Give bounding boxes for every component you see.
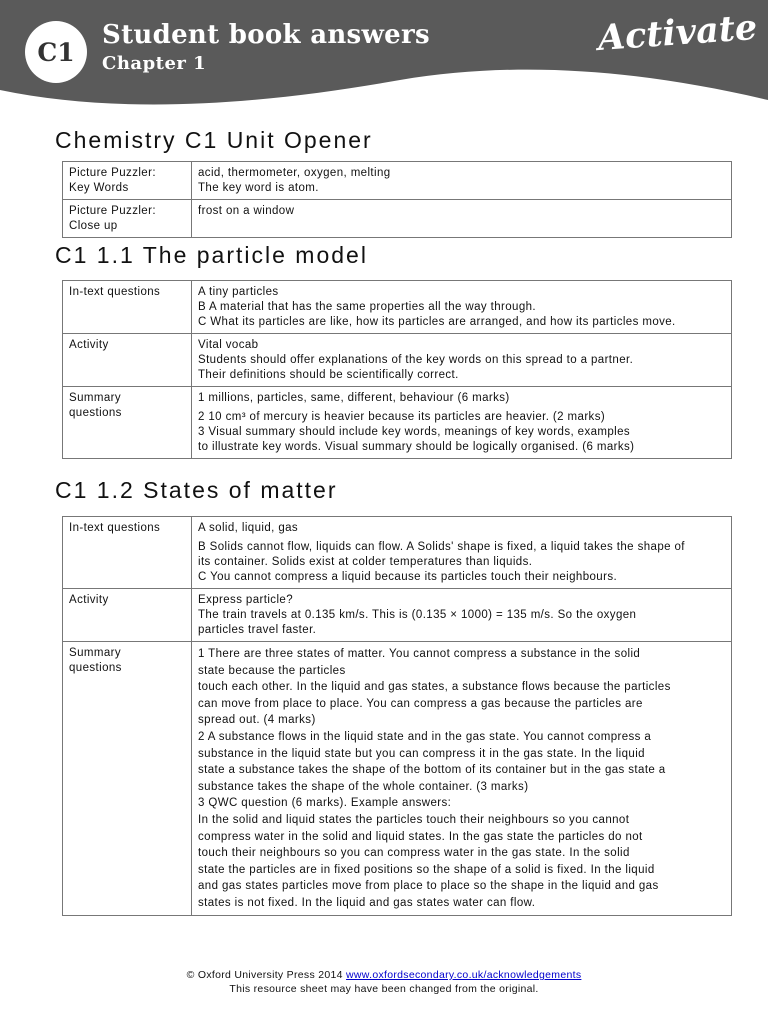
answer-line: substance in the liquid state but you can compress it in the gas state. In the liquid	[198, 747, 645, 760]
label-line: questions	[69, 407, 122, 419]
label-line: Key Words	[69, 182, 129, 194]
answer-line: state a substance takes the shape of the bottom of its container but in the gas state a	[198, 764, 666, 777]
answer-line: B A material that has the same properties all the way through.	[198, 301, 537, 313]
answer-line: 3 Visual summary should include key words, meanings of key words, examples	[198, 426, 631, 438]
row-answer	[192, 517, 732, 589]
answer-line: Their definitions should be scientifically correct.	[198, 369, 459, 381]
footer-copyright-line	[0, 969, 768, 981]
answer-line: 1 millions, particles, same, different, behaviour (6 marks)	[198, 392, 510, 404]
answer-line: B Solids cannot flow, liquids can flow. A Solids' shape is fixed, a liquid takes the shape of	[198, 541, 685, 553]
row-answer	[192, 589, 732, 642]
row-label	[63, 589, 192, 642]
answer-line: Vital vocab	[198, 339, 259, 351]
row-label	[63, 200, 192, 238]
row-answer	[192, 200, 732, 238]
answer-line: state because the particles	[198, 664, 346, 677]
answer-line: to illustrate key words. Visual summary should be logically organised. (6 marks)	[198, 441, 635, 453]
answer-line: 2 10 cm³ of mercury is heavier because its particles are heavier. (2 marks)	[198, 411, 606, 423]
acknowledgements-link[interactable]: www.oxfordsecondary.co.uk/acknowledgements	[346, 969, 582, 981]
answer-line: state the particles are in fixed positions so the shape of a solid is fixed. In the liquid	[198, 863, 655, 876]
answer-line: acid, thermometer, oxygen, melting	[198, 167, 391, 179]
row-label	[63, 281, 192, 334]
row-answer	[192, 281, 732, 334]
answer-line: A tiny particles	[198, 286, 279, 298]
row-answer	[192, 334, 732, 387]
copyright-text: © Oxford University Press 2014	[186, 969, 343, 981]
table-row	[63, 387, 732, 459]
answers-table-unit-opener	[62, 161, 732, 238]
table-row	[63, 200, 732, 238]
label-line: In-text questions	[69, 522, 161, 534]
label-line: Activity	[69, 339, 109, 351]
label-line: In-text questions	[69, 286, 161, 298]
answer-line: particles travel faster.	[198, 624, 317, 636]
row-label	[63, 162, 192, 200]
label-line: Summary	[69, 647, 122, 659]
answer-line: frost on a window	[198, 205, 295, 217]
table-row	[63, 281, 732, 334]
section-title-particle-model: C1 1.1 The particle model	[55, 242, 368, 268]
answer-line: states is not fixed. In the liquid and gas states water can flow.	[198, 896, 536, 909]
answer-line: Express particle?	[198, 594, 294, 606]
table-row	[63, 642, 732, 916]
row-answer	[192, 387, 732, 459]
row-label	[63, 334, 192, 387]
row-label	[63, 642, 192, 916]
header-subtitle: Chapter 1	[102, 53, 207, 74]
table-row	[63, 589, 732, 642]
table-row	[63, 162, 732, 200]
answer-line: In the solid and liquid states the particles touch their neighbours so you cannot	[198, 813, 630, 826]
answer-line: The train travels at 0.135 km/s. This is (0.135 × 1000) = 135 m/s. So the oxygen	[198, 609, 637, 621]
answer-line: 2 A substance flows in the liquid state and in the gas state. You cannot compress a	[198, 730, 652, 743]
label-line: Close up	[69, 220, 118, 232]
brand-logo: Activate	[596, 6, 759, 59]
row-answer	[192, 162, 732, 200]
answers-table-states-of-matter	[62, 516, 732, 916]
label-line: Summary	[69, 392, 122, 404]
row-label	[63, 517, 192, 589]
chapter-badge: C1	[25, 21, 87, 83]
answer-line: The key word is atom.	[198, 182, 319, 194]
answer-line: compress water in the solid and liquid states. In the gas state the particles do not	[198, 830, 643, 843]
row-label	[63, 387, 192, 459]
label-line: questions	[69, 662, 122, 674]
answer-line: Students should offer explanations of the key words on this spread to a partner.	[198, 354, 634, 366]
answer-line: 1 There are three states of matter. You cannot compress a substance in the solid	[198, 648, 641, 660]
label-line: Activity	[69, 594, 109, 606]
table-row	[63, 517, 732, 589]
table-row	[63, 334, 732, 387]
answer-line: A solid, liquid, gas	[198, 522, 299, 534]
section-title-unit-opener: Chemistry C1 Unit Opener	[55, 127, 373, 153]
answers-table-particle-model	[62, 280, 732, 459]
page-header	[0, 0, 768, 120]
answer-line: 3 QWC question (6 marks). Example answers:	[198, 797, 452, 810]
answer-line: C What its particles are like, how its particles are arranged, and how its particles move.	[198, 316, 676, 328]
label-line: Picture Puzzler:	[69, 205, 156, 217]
answer-line: C You cannot compress a liquid because its particles touch their neighbours.	[198, 571, 618, 583]
row-answer	[192, 642, 732, 916]
section-title-states-of-matter: C1 1.2 States of matter	[55, 477, 338, 503]
answer-line: and gas states particles move from place to place so the shape in the liquid and gas	[198, 880, 659, 893]
header-title: Student book answers	[102, 20, 430, 50]
answer-line: touch their neighbours so you can compress water in the gas state. In the solid	[198, 847, 630, 860]
answer-line: substance takes the shape of the whole container. (3 marks)	[198, 780, 529, 793]
answer-line: spread out. (4 marks)	[198, 714, 316, 727]
label-line: Picture Puzzler:	[69, 167, 156, 179]
answer-line: touch each other. In the liquid and gas states, a substance flows because the particles	[198, 681, 671, 694]
answer-line: its container. Solids exist at colder temperatures than liquids.	[198, 556, 533, 568]
answer-line: can move from place to place. You can compress a gas because the particles are	[198, 697, 643, 710]
footer-note: This resource sheet may have been changed from the original.	[229, 983, 539, 995]
